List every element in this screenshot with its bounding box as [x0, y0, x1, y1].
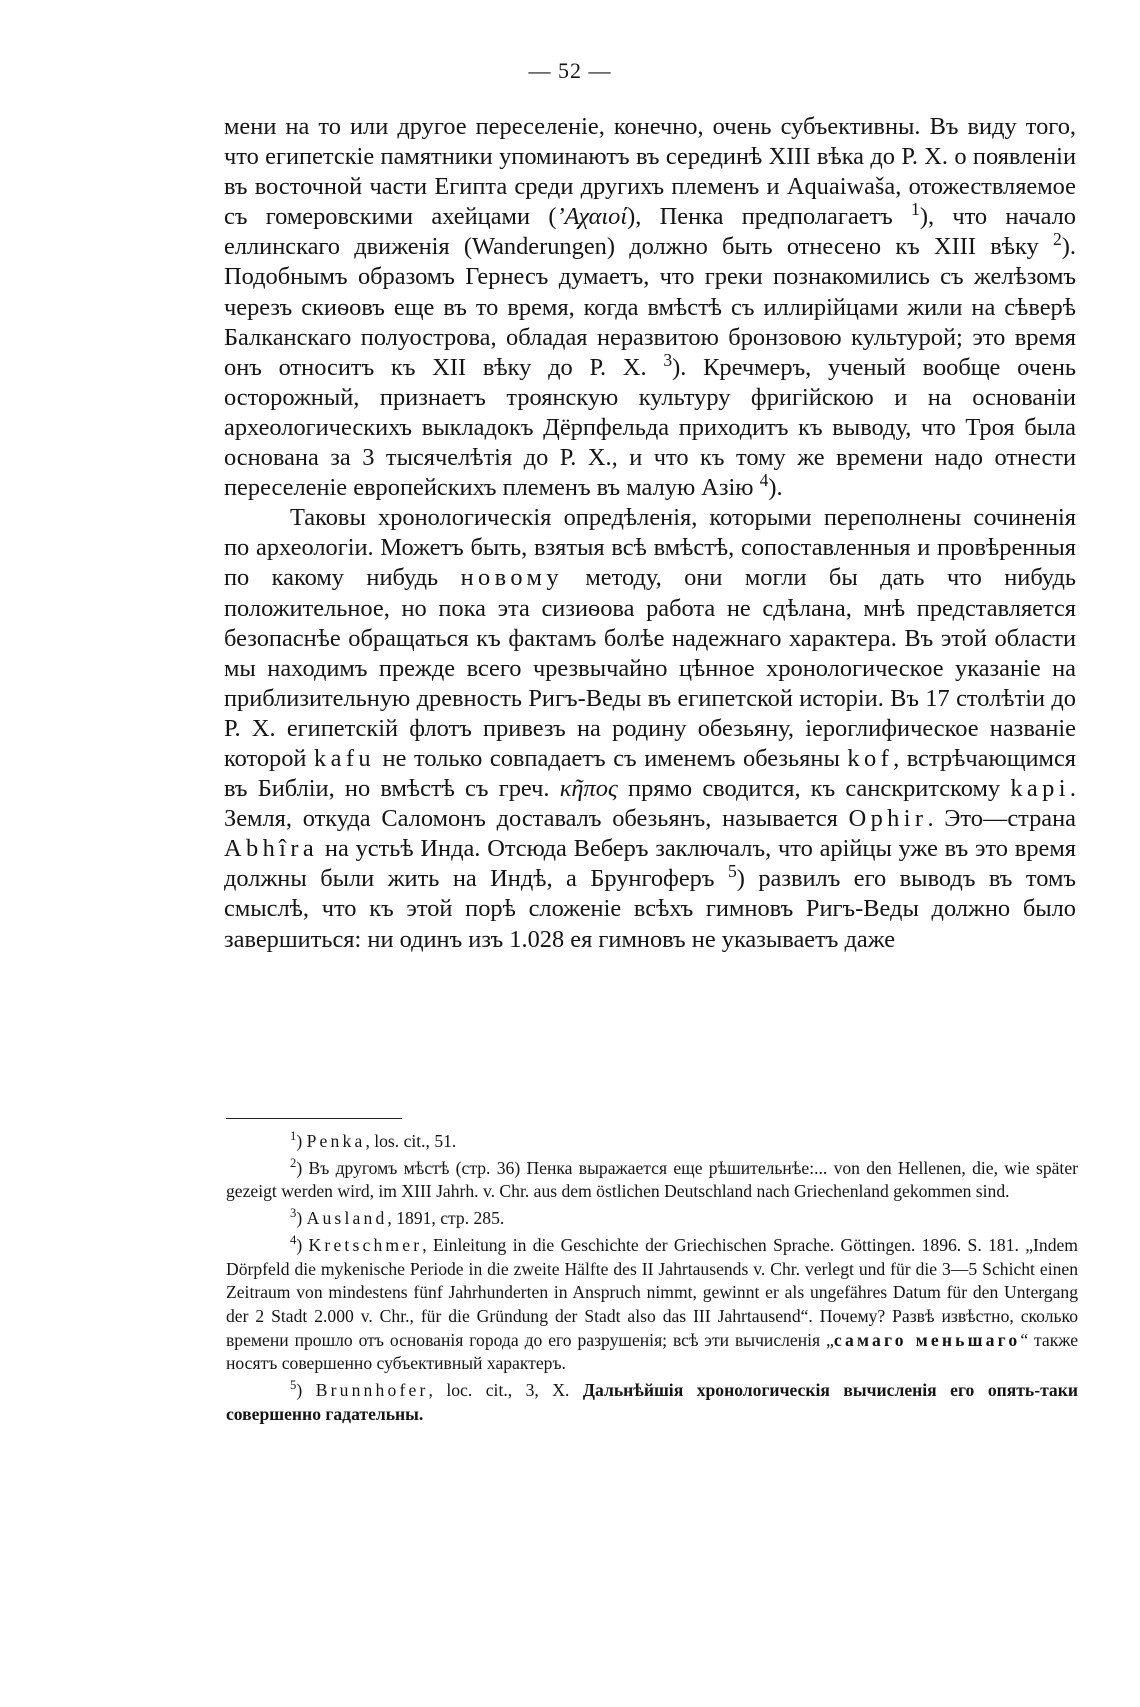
- paragraph-2-text: прямо сводится, къ санскритскому: [617, 775, 1011, 803]
- paragraph-2-text: Таковы хронологическія опредѣленія, которыми переполнены сочиненія по археологіи. Можетъ быть, взятыя всѣ вмѣстѣ, сопоставленныя и провѣренныя по какому нибудь: [224, 504, 1076, 592]
- footnote-author: Kretschmer: [308, 1234, 423, 1255]
- greek-word-achaioi: ’Αχαιοί: [556, 203, 628, 231]
- spaced-word: kafu: [314, 744, 375, 772]
- footnote-text: , Einleitung in die Geschichte der Griechischen Sprache. Göttingen. 1896. S. 181. „Indem Dörpfeld die mykenische Periode in die zweite Hälfte des II Jahrtausends v. Chr. verlegt und für die 3—5 Schicht einen Zeitraum von mindestens fünf Jahrhunderten in Anspruch nimmt, gewinnt er als ungefähres Datum für den Untergang der 2 Stadt 2.000 v. Chr., für die Gründung der Stadt also das III Jahrtausend“. Почему? Развѣ извѣстно, сколько времени прошло отъ основанія города до его разрушенія; всѣ эти вычисленія „: [226, 1234, 1078, 1350]
- spaced-word: kapi: [1010, 775, 1070, 803]
- footnote-ref-5: 5: [727, 861, 737, 882]
- footnote-2: [226, 1157, 1078, 1204]
- paragraph-1-text: ). Кречмеръ, ученый вообще очень осторожный, признаетъ троянскую культуру фригійскою и на основаніи археологическихъ выкладокъ Дёрпфельда приходитъ къ выводу, что Троя была основана за 3 тысячелѣтія до Р. Х., и что къ тому же времени надо отнести переселеніе европейскихъ племенъ въ малую Азію: [224, 353, 1076, 502]
- paragraph-2-text: ) развилъ его выводъ въ томъ смыслѣ, что къ этой порѣ сложеніе всѣхъ гимновъ Ригъ-Веды должно было завершиться: ни одинъ изъ 1.028 ея гимновъ не указываетъ даже: [224, 865, 1076, 953]
- page-number: — 52 —: [528, 58, 612, 83]
- footnote-text: , los. cit., 51.: [365, 1131, 457, 1151]
- footnote-author: Brunnhofer: [315, 1380, 429, 1401]
- paragraph-2-text: . Земля, откуда Саломонъ доставалъ обезьянъ, называется: [224, 775, 1076, 833]
- spaced-word: новому: [460, 564, 563, 592]
- footnote-author: Penka: [306, 1131, 366, 1151]
- footnote-4: $^4$) Kretschmer, Einleitung in die Geschichte der Griechischen Sprache. Göttingen. 1896. S. 181. „Indem Dörpfeld die mykenische Periode in die zweite Hälfte des II Jahrtausends v. Chr. verlegt und für die 3—5 Schicht einen Zeitraum von mindestens fünf Jahrhunderten in Anspruch nimmt, gewinnt er als ungefähres Datum für den Untergang der 2 Stadt 2.000 v. Chr., für die Gründung der Stadt also das III Jahrtausend“. Почему? Развѣ извѣстно, сколько времени прошло отъ основанія города до его разрушенія; всѣ эти вычисленія „самаго меньшаго“ также носятъ совершенно субъективный характеръ.: [226, 1232, 1079, 1374]
- footnote-5: $^5$) Brunnhofer, loc. cit., 3, X. Дальнѣйшія хронологическія вычисленія его опять-таки совершенно гадательны.: [226, 1378, 1079, 1424]
- footnote-text: ) Въ другомъ мѣстѣ (стр. 36) Пенка выражается еще рѣшительнѣе:... von den Hellenen, die, wie später gezeigt werden wird, im XIII Jahrh. v. Chr. aus dem östlichen Deutschland nach Griechenland gekommen sind.: [226, 1157, 1078, 1202]
- spaced-word: Ophir: [848, 805, 928, 833]
- footnote-ref-1: 1: [911, 199, 920, 220]
- footnote-marker: 2: [290, 1155, 297, 1170]
- footnotes: [226, 1130, 1078, 1429]
- main-text: [224, 112, 1076, 955]
- footnote-marker: 4: [290, 1232, 297, 1247]
- paragraph-2-text: на устьѣ Инда. Отсюда Веберъ заключалъ, что арійцы уже въ это время должны были жить на Индѣ, а Брунгоферъ: [224, 835, 1076, 893]
- paragraph-1: [224, 112, 1076, 503]
- footnote-ref-4: 4: [759, 470, 769, 490]
- footnote-marker: 1: [290, 1129, 297, 1144]
- paragraph-2-text: не только совпадаетъ съ именемъ обезьяны: [374, 744, 848, 772]
- footnote-marker: 3: [290, 1206, 297, 1221]
- paragraph-1-text: ).: [768, 474, 783, 502]
- footnote-text: Дальнѣйшія хронологическія вычисленія его опять-таки совершенно гадательны.: [226, 1380, 1079, 1424]
- footnote-text: , 1891, стр. 285.: [387, 1208, 505, 1229]
- footnote-text: “ также носятъ совершенно субъективный характеръ.: [226, 1329, 1079, 1374]
- paragraph-1-text: ). Подобнымъ образомъ Гернесъ думаетъ, что греки познакомились съ желѣзомъ черезъ скиѳовъ еще въ то время, когда вмѣстѣ съ иллирійцами жили на сѣверѣ Балканскаго полуострова, обладая неразвитою бронзовою культурой; это время онъ относитъ къ XII вѣку до Р. Х.: [224, 233, 1076, 381]
- spaced-phrase: самаго меньшаго: [833, 1329, 1021, 1350]
- footnote-1: $^1$) Penka, los. cit., 51.: [290, 1129, 457, 1151]
- footnote-author: Ausland: [306, 1208, 388, 1229]
- paragraph-1-text: ), что начало еллинскаго движенія (Wanderungen) должно быть отнесено къ XIII вѣку: [224, 203, 1076, 261]
- spaced-word: Abhîra: [224, 835, 319, 863]
- greek-word-kepos: κῆπος: [559, 775, 618, 803]
- footnote-marker: 5: [290, 1378, 297, 1393]
- paragraph-1-text: ), Пенка предполагаетъ: [627, 203, 912, 231]
- spaced-word: kof: [847, 744, 894, 772]
- footnote-ref-2: 2: [1052, 229, 1062, 250]
- paragraph-1-text: мени на то или другое переселеніе, конечно, очень субъективны. Въ виду того, что египетскіе памятники упоминаютъ въ серединѣ XIII вѣка до Р. Х. о появленіи въ восточной части Египта среди другихъ племенъ и Aquaiwaša, отожествляемое съ гомеровскими ахейцами (: [224, 113, 1076, 231]
- footnote-text: , loc. cit., 3, X.: [428, 1380, 583, 1401]
- paragraph-2-text: . Это—страна: [927, 805, 1076, 833]
- footnote-ref-3: 3: [663, 349, 673, 370]
- paragraph-2: [224, 503, 1076, 954]
- paragraph-2-text: методу, они могли бы дать что нибудь положительное, но пока эта сизиѳова работа не сдѣлана, мнѣ представляется безопаснѣе обращаться къ фактамъ болѣе надежнаго характера. Въ этой области мы находимъ прежде всего чрезвычайно цѣнное хронологическое указаніе на приблизительную древность Ригъ-Веды въ египетской исторіи. Въ 17 столѣтіи до Р. Х. египетскій флотъ привезъ на родину обезьяну, іероглифическое названіе которой: [224, 564, 1076, 772]
- footnote-divider: [226, 1118, 402, 1119]
- footnote-3: $^3$) Ausland, 1891, стр. 285.: [290, 1206, 505, 1229]
- paragraph-2-text: , встрѣчающимся въ Библіи, но вмѣстѣ съ греч.: [224, 744, 1077, 803]
